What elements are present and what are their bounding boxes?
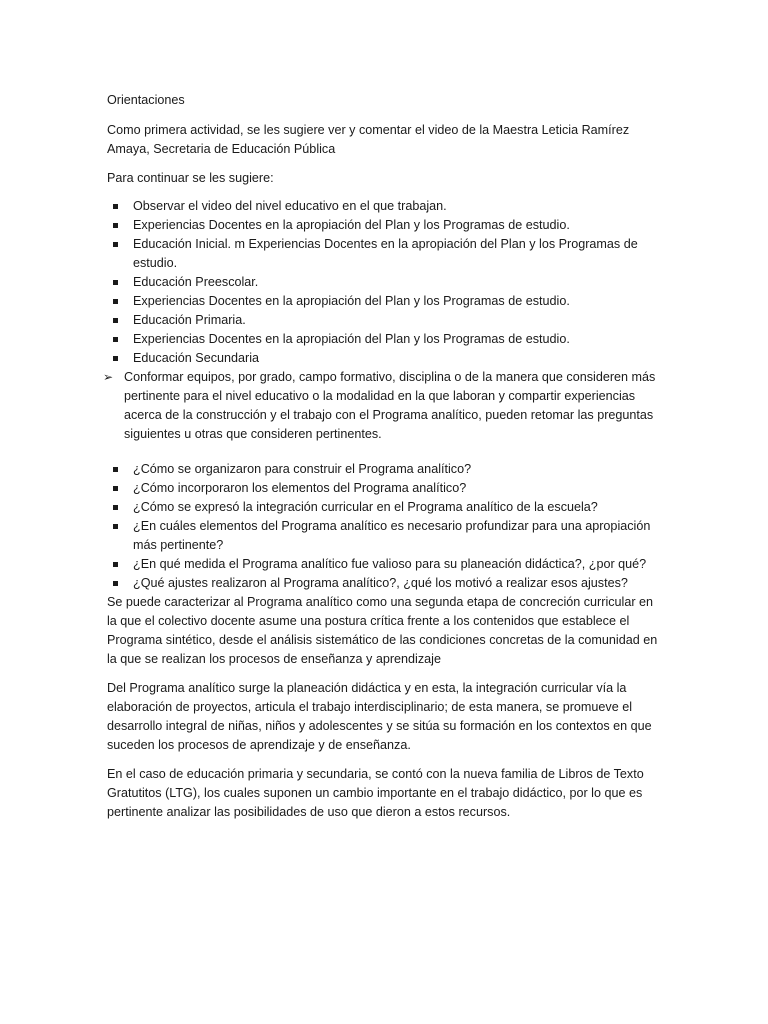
square-bullet-icon xyxy=(113,204,118,209)
list-item: Educación Primaria. xyxy=(107,311,659,330)
list-item: Experiencias Docentes en la apropiación del Plan y los Programas de estudio. xyxy=(107,216,659,235)
paragraph-planeacion: Del Programa analítico surge la planeación didáctica y en esta, la integración curricular vía la elaboración de proyectos, articula el trabajo interdisciplinario; de esta manera, se promueve el desarrollo integral de niñas, niños y adolescentes y se sitúa su formación en los contextos en que suceden los procesos de aprendizaje y de enseñanza. xyxy=(107,681,652,752)
square-bullet-icon xyxy=(113,223,118,228)
arrow-bullet-icon: ➢ xyxy=(103,370,114,384)
paragraph-programa-analitico: Se puede caracterizar al Programa analítico como una segunda etapa de concreción curricular en la que el colectivo docente asume una postura crítica frente a los contenidos que establece el Programa sintético, desde el análisis sistemático de las condiciones concretas de la comunidad en la que se realizan los procesos de enseñanza y aprendizaje xyxy=(107,595,658,666)
paragraph-libros-de-texto: En el caso de educación primaria y secundaria, se contó con la nueva familia de Libros de Texto Gratutitos (LTG), los cuales suponen un cambio importante en el trabajo didáctico, por lo que es pertinente analizar las posibilidades de uso que dieron a estos recursos. xyxy=(107,767,644,819)
list-item: ¿Cómo se organizaron para construir el Programa analítico? xyxy=(107,460,659,479)
square-bullet-icon xyxy=(113,562,118,567)
square-bullet-icon xyxy=(113,524,118,529)
square-bullet-icon xyxy=(113,581,118,586)
square-bullet-icon xyxy=(113,318,118,323)
square-bullet-icon xyxy=(113,486,118,491)
square-bullet-icon xyxy=(113,299,118,304)
list-item: Experiencias Docentes en la apropiación del Plan y los Programas de estudio. xyxy=(107,292,659,311)
square-bullet-icon xyxy=(113,356,118,361)
arrow-item-text: Conformar equipos, por grado, campo formativo, disciplina o de la manera que consideren más pertinente para el nivel educativo o la modalidad en la que laboran y compartir experiencias acerca de la construcción y el trabajo con el Programa analítico, pueden retomar las preguntas siguientes u otras que consideren pertinentes. xyxy=(124,370,656,441)
list-item: Experiencias Docentes en la apropiación del Plan y los Programas de estudio. xyxy=(107,330,659,349)
list-item: ¿Qué ajustes realizaron al Programa analítico?, ¿qué los motivó a realizar esos ajustes? xyxy=(107,574,659,593)
list-item: Observar el video del nivel educativo en el que trabajan. xyxy=(107,197,659,216)
list-item: Educación Preescolar. xyxy=(107,273,659,292)
list-item: ¿Cómo incorporaron los elementos del Programa analítico? xyxy=(107,479,659,498)
arrow-list-item xyxy=(103,368,659,444)
square-bullet-icon xyxy=(113,505,118,510)
questions-list xyxy=(107,460,659,593)
document-body xyxy=(103,91,659,832)
list-item: ¿Cómo se expresó la integración curricular en el Programa analítico de la escuela? xyxy=(107,498,659,517)
square-bullet-icon xyxy=(113,242,118,247)
square-bullet-icon xyxy=(113,467,118,472)
list-item: Educación Inicial. m Experiencias Docentes en la apropiación del Plan y los Programas de estudio. xyxy=(107,235,659,273)
intro-paragraph: Como primera actividad, se les sugiere ver y comentar el video de la Maestra Leticia Ramírez Amaya, Secretaria de Educación Pública xyxy=(107,123,630,156)
list-item: ¿En cuáles elementos del Programa analítico es necesario profundizar para una apropiación más pertinente? xyxy=(107,517,659,555)
list-item: Educación Secundaria xyxy=(107,349,659,368)
list-item: ¿En qué medida el Programa analítico fue valioso para su planeación didáctica?, ¿por qué? xyxy=(107,555,659,574)
suggest-label: Para continuar se les sugiere: xyxy=(107,171,274,185)
square-bullet-icon xyxy=(113,337,118,342)
section-title: Orientaciones xyxy=(107,93,185,107)
video-list xyxy=(107,197,659,368)
square-bullet-icon xyxy=(113,280,118,285)
